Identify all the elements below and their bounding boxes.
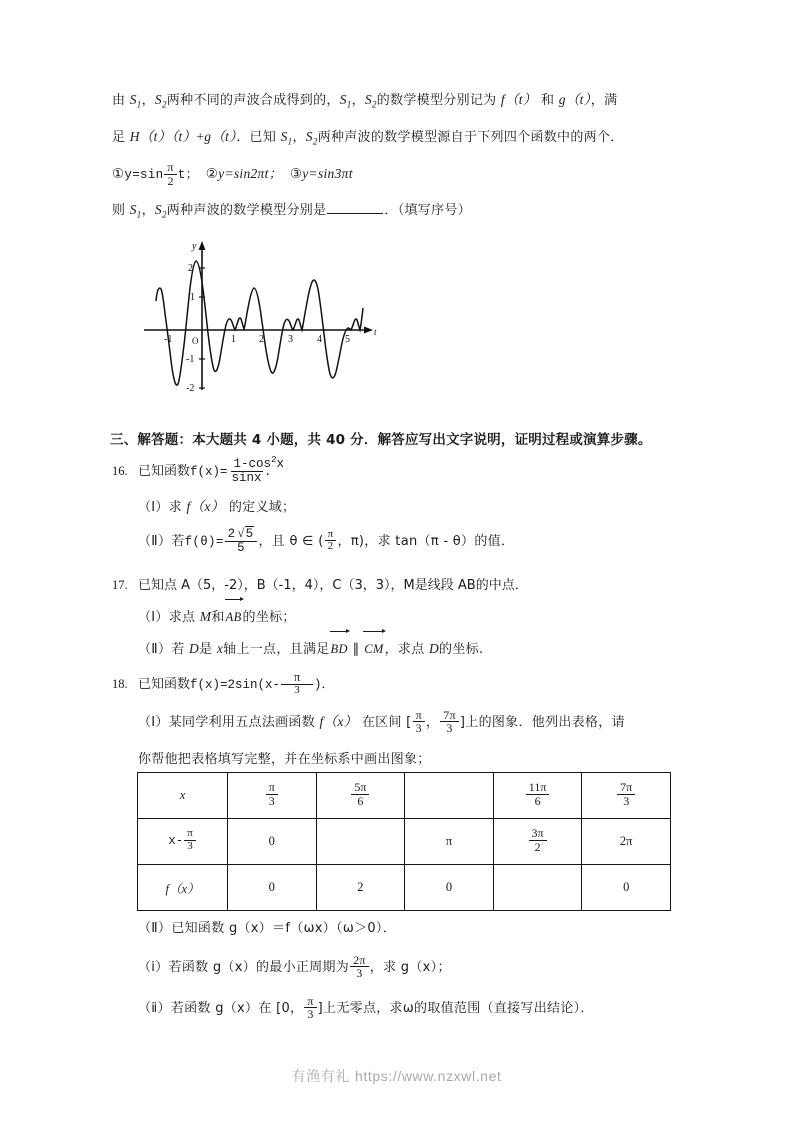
option-2-label: ② bbox=[205, 166, 219, 182]
p15-s1-r4: S bbox=[129, 202, 137, 218]
cell-fx-1[interactable] bbox=[228, 865, 317, 911]
p15-s1-r2: S bbox=[339, 92, 347, 107]
waveform-svg bbox=[142, 238, 382, 398]
p16-part2-coef: 2 bbox=[227, 526, 236, 541]
p15-s1-r3: S bbox=[280, 128, 288, 144]
p17-part1-a: 求点 bbox=[168, 610, 200, 625]
p17-part2-D: D bbox=[189, 641, 200, 656]
cell-x-4[interactable] bbox=[493, 773, 582, 819]
y-axis-arrow bbox=[199, 241, 206, 250]
problem-18-part-2-i bbox=[112, 947, 674, 988]
p16-num-var: x bbox=[276, 457, 284, 472]
cell-x-2[interactable] bbox=[316, 773, 405, 819]
p18-interval-end-den: 3 bbox=[446, 721, 453, 736]
cell-x-1-num: π bbox=[266, 781, 278, 795]
p16-part2-frac2 bbox=[325, 529, 337, 553]
x-axis-label: t bbox=[374, 327, 377, 337]
p15-s2-sub-r4: 2 bbox=[161, 210, 167, 221]
p18-stem-tail: )． bbox=[314, 678, 335, 692]
p16-part2-frac2-num: π bbox=[325, 529, 337, 542]
x-tick-neg1: -1 bbox=[164, 334, 173, 345]
p16-numerator bbox=[231, 455, 284, 472]
option-1-tail: t； bbox=[177, 168, 199, 183]
p16-stem-prefix: 已知函数 bbox=[138, 464, 191, 479]
p15-l4-c: ．（填写序号） bbox=[384, 203, 472, 219]
p16-period: ． bbox=[265, 463, 280, 478]
p15-l2-a: 足 bbox=[112, 129, 130, 145]
problem-18-part-2 bbox=[112, 910, 674, 947]
p16-part2-fraction bbox=[225, 527, 258, 555]
cell-shift-2-blank[interactable] bbox=[316, 819, 405, 865]
p16-part1-a: 求 bbox=[168, 500, 187, 515]
cell-shift-3-text: π bbox=[445, 834, 453, 848]
p15-ft: （t） bbox=[504, 92, 537, 107]
p18-stem-prefix: 已知函数 bbox=[138, 677, 191, 692]
p18-part1-mid: ， bbox=[425, 715, 440, 730]
cell-fx-5-text: 0 bbox=[623, 880, 630, 894]
table-row bbox=[138, 819, 671, 865]
row-label-fx-text: f（x） bbox=[165, 881, 200, 896]
problem-17-stem bbox=[112, 570, 674, 601]
p18-interval-end-num: 7π bbox=[440, 709, 459, 723]
x-tick-3: 3 bbox=[288, 334, 293, 345]
p17-stem: 已知点 A（5，-2），B（-1，4），C（3，3），M是线段 AB的中点． bbox=[138, 578, 528, 593]
p17-part2-d: ，求点 bbox=[384, 642, 429, 657]
p15-s1-sub-r3: 1 bbox=[287, 136, 293, 147]
p16-part2-mid: ，π)，求 tan（π - θ）的值． bbox=[337, 534, 515, 549]
problem-17-part-1 bbox=[112, 601, 674, 633]
p16-part2-ruo: 若 bbox=[171, 534, 185, 549]
cell-shift-4-frac bbox=[529, 827, 547, 853]
cell-x-5-den: 3 bbox=[623, 794, 630, 808]
p17-part2-e: 的坐标. bbox=[439, 642, 484, 657]
problem-15-options bbox=[112, 157, 674, 192]
p18-part2-label: （Ⅱ） bbox=[138, 921, 172, 936]
p18-fx: f(x) bbox=[190, 678, 221, 692]
p15-s1-sub: 1 bbox=[136, 99, 142, 110]
p18-part2ii-label: （ⅱ） bbox=[138, 1001, 171, 1016]
p16-part1-fx: f（x） bbox=[186, 499, 225, 514]
cell-fx-1-text: 0 bbox=[268, 880, 275, 894]
p16-sqrt: √5 bbox=[237, 525, 254, 541]
problem-18-block bbox=[112, 666, 674, 777]
option-1-fraction bbox=[164, 161, 176, 187]
cell-fx-2-text: 2 bbox=[357, 880, 364, 894]
p15-l2-b: ．已知 bbox=[236, 129, 281, 145]
table-body bbox=[138, 773, 671, 911]
p16-num-exp: 2 bbox=[271, 455, 277, 466]
p17-part2-label: （Ⅱ） bbox=[138, 642, 172, 657]
p18-period-frac bbox=[350, 954, 369, 980]
p15-l1-b: ， bbox=[141, 93, 155, 108]
cell-x-3-blank[interactable] bbox=[405, 773, 494, 819]
p18-interval-start-den: 3 bbox=[415, 721, 422, 736]
option-1-den: 2 bbox=[167, 173, 174, 188]
y-tick-neg1: -1 bbox=[186, 354, 195, 365]
option-1-label: ① bbox=[112, 166, 125, 182]
row-label-shifted bbox=[138, 819, 228, 865]
cell-shift-1[interactable] bbox=[228, 819, 317, 865]
p15-g2: g bbox=[204, 128, 212, 144]
p15-t2: （t） bbox=[171, 128, 197, 144]
problem-16-block bbox=[112, 452, 674, 560]
cell-x-5[interactable] bbox=[582, 773, 671, 819]
cell-x-1-den: 3 bbox=[268, 794, 275, 808]
p16-fx: f(x) bbox=[190, 465, 221, 479]
row-label-fx bbox=[138, 865, 228, 911]
p18-part2ii-b: ]上无零点，求ω的取值范围（直接写出结论）． bbox=[317, 1001, 594, 1016]
p15-s2-sub: 2 bbox=[161, 99, 167, 110]
vector-CM: CM bbox=[363, 634, 384, 665]
row-label-shift-den: 3 bbox=[187, 840, 193, 852]
p18-part2i-a: 若函数 g（x）的最小正周期为 bbox=[168, 960, 350, 975]
y-axis-label: y bbox=[192, 241, 197, 252]
y-tick-1: 1 bbox=[190, 292, 195, 303]
option-3-label: ③ bbox=[289, 166, 303, 182]
p18-part1-label: （Ⅰ） bbox=[138, 715, 169, 730]
cell-x-5-frac bbox=[617, 781, 635, 807]
row-label-shift-frac bbox=[184, 828, 196, 852]
p16-part2-eq: = bbox=[215, 535, 224, 549]
cell-x-1-frac bbox=[266, 781, 278, 807]
problem-18-number: 18. bbox=[112, 677, 128, 691]
cell-x-2-num: 5π bbox=[351, 781, 369, 795]
p18-frac-den: 3 bbox=[294, 684, 300, 697]
p15-l4-a: 则 bbox=[112, 203, 130, 219]
p17-part2-D2: D bbox=[428, 641, 440, 656]
problem-17-number: 17. bbox=[112, 578, 128, 592]
p17-part1-b: 的坐标； bbox=[242, 610, 296, 625]
p18-part2-text: 已知函数 g（x）＝f（ωx）（ω＞0）． bbox=[171, 921, 397, 936]
option-3-text: y=sin3πt bbox=[302, 166, 353, 182]
problem-18-part-1-line-1 bbox=[112, 703, 674, 742]
p15-l1-c: 两种不同的声波合成得到的， bbox=[166, 93, 340, 108]
watermark-url: https://www.nzxwl.net bbox=[355, 1068, 502, 1084]
p16-part2-num bbox=[225, 527, 258, 542]
p16-denominator: sinx bbox=[231, 471, 262, 486]
p15-gt2: （t） bbox=[211, 128, 237, 144]
p16-sqrt-arg: 5 bbox=[245, 526, 254, 541]
vector-AB: AB bbox=[225, 602, 243, 633]
p15-l1-b2: ， bbox=[351, 93, 365, 108]
p17-part2-c: 轴上一点，且满足 bbox=[223, 642, 330, 657]
cell-x-2-den: 6 bbox=[357, 794, 364, 808]
p18-interval-den: 3 bbox=[307, 1007, 314, 1022]
p18-frac-num: π bbox=[281, 671, 313, 685]
p16-part2-comma: ，且 θ ∈ ( bbox=[258, 534, 324, 549]
p16-part2-ftheta: f(θ) bbox=[184, 535, 216, 549]
p15-H: H bbox=[129, 128, 140, 144]
cell-shift-1-text: 0 bbox=[268, 834, 275, 848]
cell-x-5-num: 7π bbox=[617, 781, 635, 795]
p15-l2-comma: ， bbox=[292, 129, 306, 145]
x-tick-5: 5 bbox=[345, 334, 350, 345]
problem-15-line-2 bbox=[112, 121, 674, 158]
p15-s2-r4: S bbox=[154, 202, 162, 218]
cell-fx-3[interactable] bbox=[405, 865, 494, 911]
p17-part1-he: 和 bbox=[211, 610, 225, 625]
p18-part2i-b: ，求 g（x）； bbox=[369, 960, 451, 975]
problem-15-line-4 bbox=[112, 192, 674, 233]
p17-part1-M: M bbox=[199, 609, 212, 624]
cell-fx-4-blank[interactable] bbox=[493, 865, 582, 911]
problem-16-part-1 bbox=[112, 491, 674, 523]
x-axis-arrow bbox=[364, 327, 373, 334]
cell-x-2-frac bbox=[351, 781, 369, 807]
p15-l1-end: ，满 bbox=[590, 93, 618, 108]
p16-part2-label: （Ⅱ） bbox=[138, 534, 172, 549]
five-point-table bbox=[137, 772, 671, 911]
p15-l2-c: 两种声波的数学模型源自于下列四个函数中的两个． bbox=[317, 129, 624, 145]
row-label-x-text: x bbox=[179, 788, 186, 802]
p15-s2-sub-r2: 2 bbox=[371, 99, 377, 110]
cell-shift-4-den: 2 bbox=[534, 840, 541, 854]
p18-interval-num: π bbox=[304, 995, 316, 1009]
p15-g: g bbox=[558, 92, 566, 107]
option-2-text: y=sin2πt； bbox=[218, 166, 283, 182]
p15-s2-r3: S bbox=[305, 128, 313, 144]
cell-x-4-frac bbox=[526, 781, 550, 807]
problem-15-line-1 bbox=[112, 84, 674, 121]
p18-part2i-label: （ⅰ） bbox=[138, 960, 169, 975]
p15-gt: （t） bbox=[565, 92, 591, 107]
p18-period-num: 2π bbox=[350, 954, 369, 968]
p15-plus: + bbox=[196, 128, 205, 144]
watermark-brand: 有渔有礼 bbox=[291, 1069, 350, 1085]
p16-part1-b: 的定义域； bbox=[224, 500, 296, 515]
answer-blank[interactable] bbox=[327, 201, 383, 214]
section-3-heading: 三、解答题：本大题共 4 小题，共 40 分．解答应写出文字说明，证明过程或演算步骤。 bbox=[110, 432, 652, 448]
p18-interval-frac bbox=[304, 995, 316, 1021]
y-tick-2: 2 bbox=[188, 263, 193, 274]
p15-l4-b: 两种声波的数学模型分别是 bbox=[166, 203, 327, 219]
vector-BD: BD bbox=[330, 634, 349, 665]
cell-fx-2[interactable] bbox=[316, 865, 405, 911]
cell-shift-5-text: 2π bbox=[619, 834, 633, 848]
p17-part2-x: x bbox=[216, 641, 224, 656]
cell-fx-3-text: 0 bbox=[445, 880, 453, 894]
problem-18-part-2-block bbox=[112, 910, 674, 1029]
p18-eq: =2sin(x- bbox=[220, 678, 281, 692]
x-tick-2: 2 bbox=[259, 334, 264, 345]
p18-part1-fx: f（x） bbox=[319, 714, 358, 729]
p15-Ht: （t） bbox=[139, 128, 172, 144]
cell-shift-3[interactable] bbox=[405, 819, 494, 865]
table-row bbox=[138, 773, 671, 819]
p15-s2-r2: S bbox=[364, 92, 372, 107]
p17-part2-a: 若 bbox=[171, 642, 190, 657]
cell-shift-4-num: 3π bbox=[529, 827, 547, 841]
problem-15-block bbox=[112, 84, 674, 233]
waveform-curve bbox=[156, 261, 363, 385]
p18-interval-start bbox=[413, 709, 425, 735]
p18-part1-line2: 你帮他把表格填写完整，并在坐标系中画出图象； bbox=[138, 752, 431, 767]
p15-s1: S bbox=[129, 92, 137, 107]
problem-16-part-2 bbox=[112, 523, 674, 560]
p15-l1-a: 由 bbox=[112, 93, 130, 108]
p16-eq: = bbox=[220, 465, 228, 479]
cell-shift-4[interactable] bbox=[493, 819, 582, 865]
p18-period-den: 3 bbox=[356, 966, 363, 981]
p15-s1-sub-r4: 1 bbox=[136, 210, 142, 221]
p18-part2ii-a: 若函数 g（x）在 [0， bbox=[170, 1001, 304, 1016]
problem-16-stem bbox=[112, 452, 674, 491]
y-tick-neg2: -2 bbox=[186, 383, 195, 394]
p16-part2-den: 5 bbox=[237, 540, 245, 555]
origin-label: O bbox=[192, 336, 199, 346]
p16-fraction bbox=[229, 455, 284, 486]
p15-l4-comma: ， bbox=[141, 203, 155, 219]
watermark bbox=[0, 1066, 793, 1086]
p16-num-text: 1-cos bbox=[233, 457, 272, 472]
p18-interval-start-num: π bbox=[413, 709, 425, 723]
cell-fx-5[interactable] bbox=[582, 865, 671, 911]
table-row bbox=[138, 865, 671, 911]
p15-and: 和 bbox=[536, 93, 559, 108]
problem-17-part-2 bbox=[112, 633, 674, 665]
problem-18-stem bbox=[112, 666, 674, 703]
cell-x-4-num: 11π bbox=[526, 781, 550, 795]
parallel-symbol: ∥ bbox=[352, 641, 360, 656]
cell-shift-5[interactable] bbox=[582, 819, 671, 865]
p16-part1-label: （Ⅰ） bbox=[138, 500, 169, 515]
p18-part1-b: 在区间 [ bbox=[357, 715, 412, 730]
p16-part2-frac2-den: 2 bbox=[327, 540, 334, 553]
problem-16-number: 16. bbox=[112, 464, 128, 478]
cell-x-4-den: 6 bbox=[534, 794, 541, 808]
option-1-lhs: y=sin bbox=[124, 168, 164, 183]
row-label-x bbox=[138, 773, 228, 819]
option-1-num: π bbox=[164, 161, 176, 175]
p15-s2: S bbox=[154, 92, 162, 107]
problem-17-block bbox=[112, 570, 674, 665]
x-tick-4: 4 bbox=[317, 334, 322, 345]
row-label-shift-num: π bbox=[184, 828, 196, 841]
p18-fraction bbox=[281, 671, 313, 697]
p18-part1-c: ]上的图象．他列出表格，请 bbox=[459, 715, 625, 730]
p18-part1-a: 某同学利用五点法画函数 bbox=[168, 715, 320, 730]
p17-part2-b: 是 bbox=[199, 642, 217, 657]
row-label-shift-prefix: x- bbox=[168, 834, 184, 849]
p15-f: f bbox=[500, 92, 505, 107]
p15-s1-sub-r2: 1 bbox=[346, 99, 352, 110]
waveform-graph bbox=[142, 238, 382, 398]
x-tick-1: 1 bbox=[231, 334, 236, 345]
p15-l1-d: 的数学模型分别记为 bbox=[376, 93, 501, 108]
p17-part1-label: （Ⅰ） bbox=[138, 610, 169, 625]
p15-s2-sub-r3: 2 bbox=[312, 136, 318, 147]
problem-18-part-2-ii bbox=[112, 988, 674, 1029]
cell-x-1[interactable] bbox=[228, 773, 317, 819]
p18-interval-end bbox=[440, 709, 459, 735]
